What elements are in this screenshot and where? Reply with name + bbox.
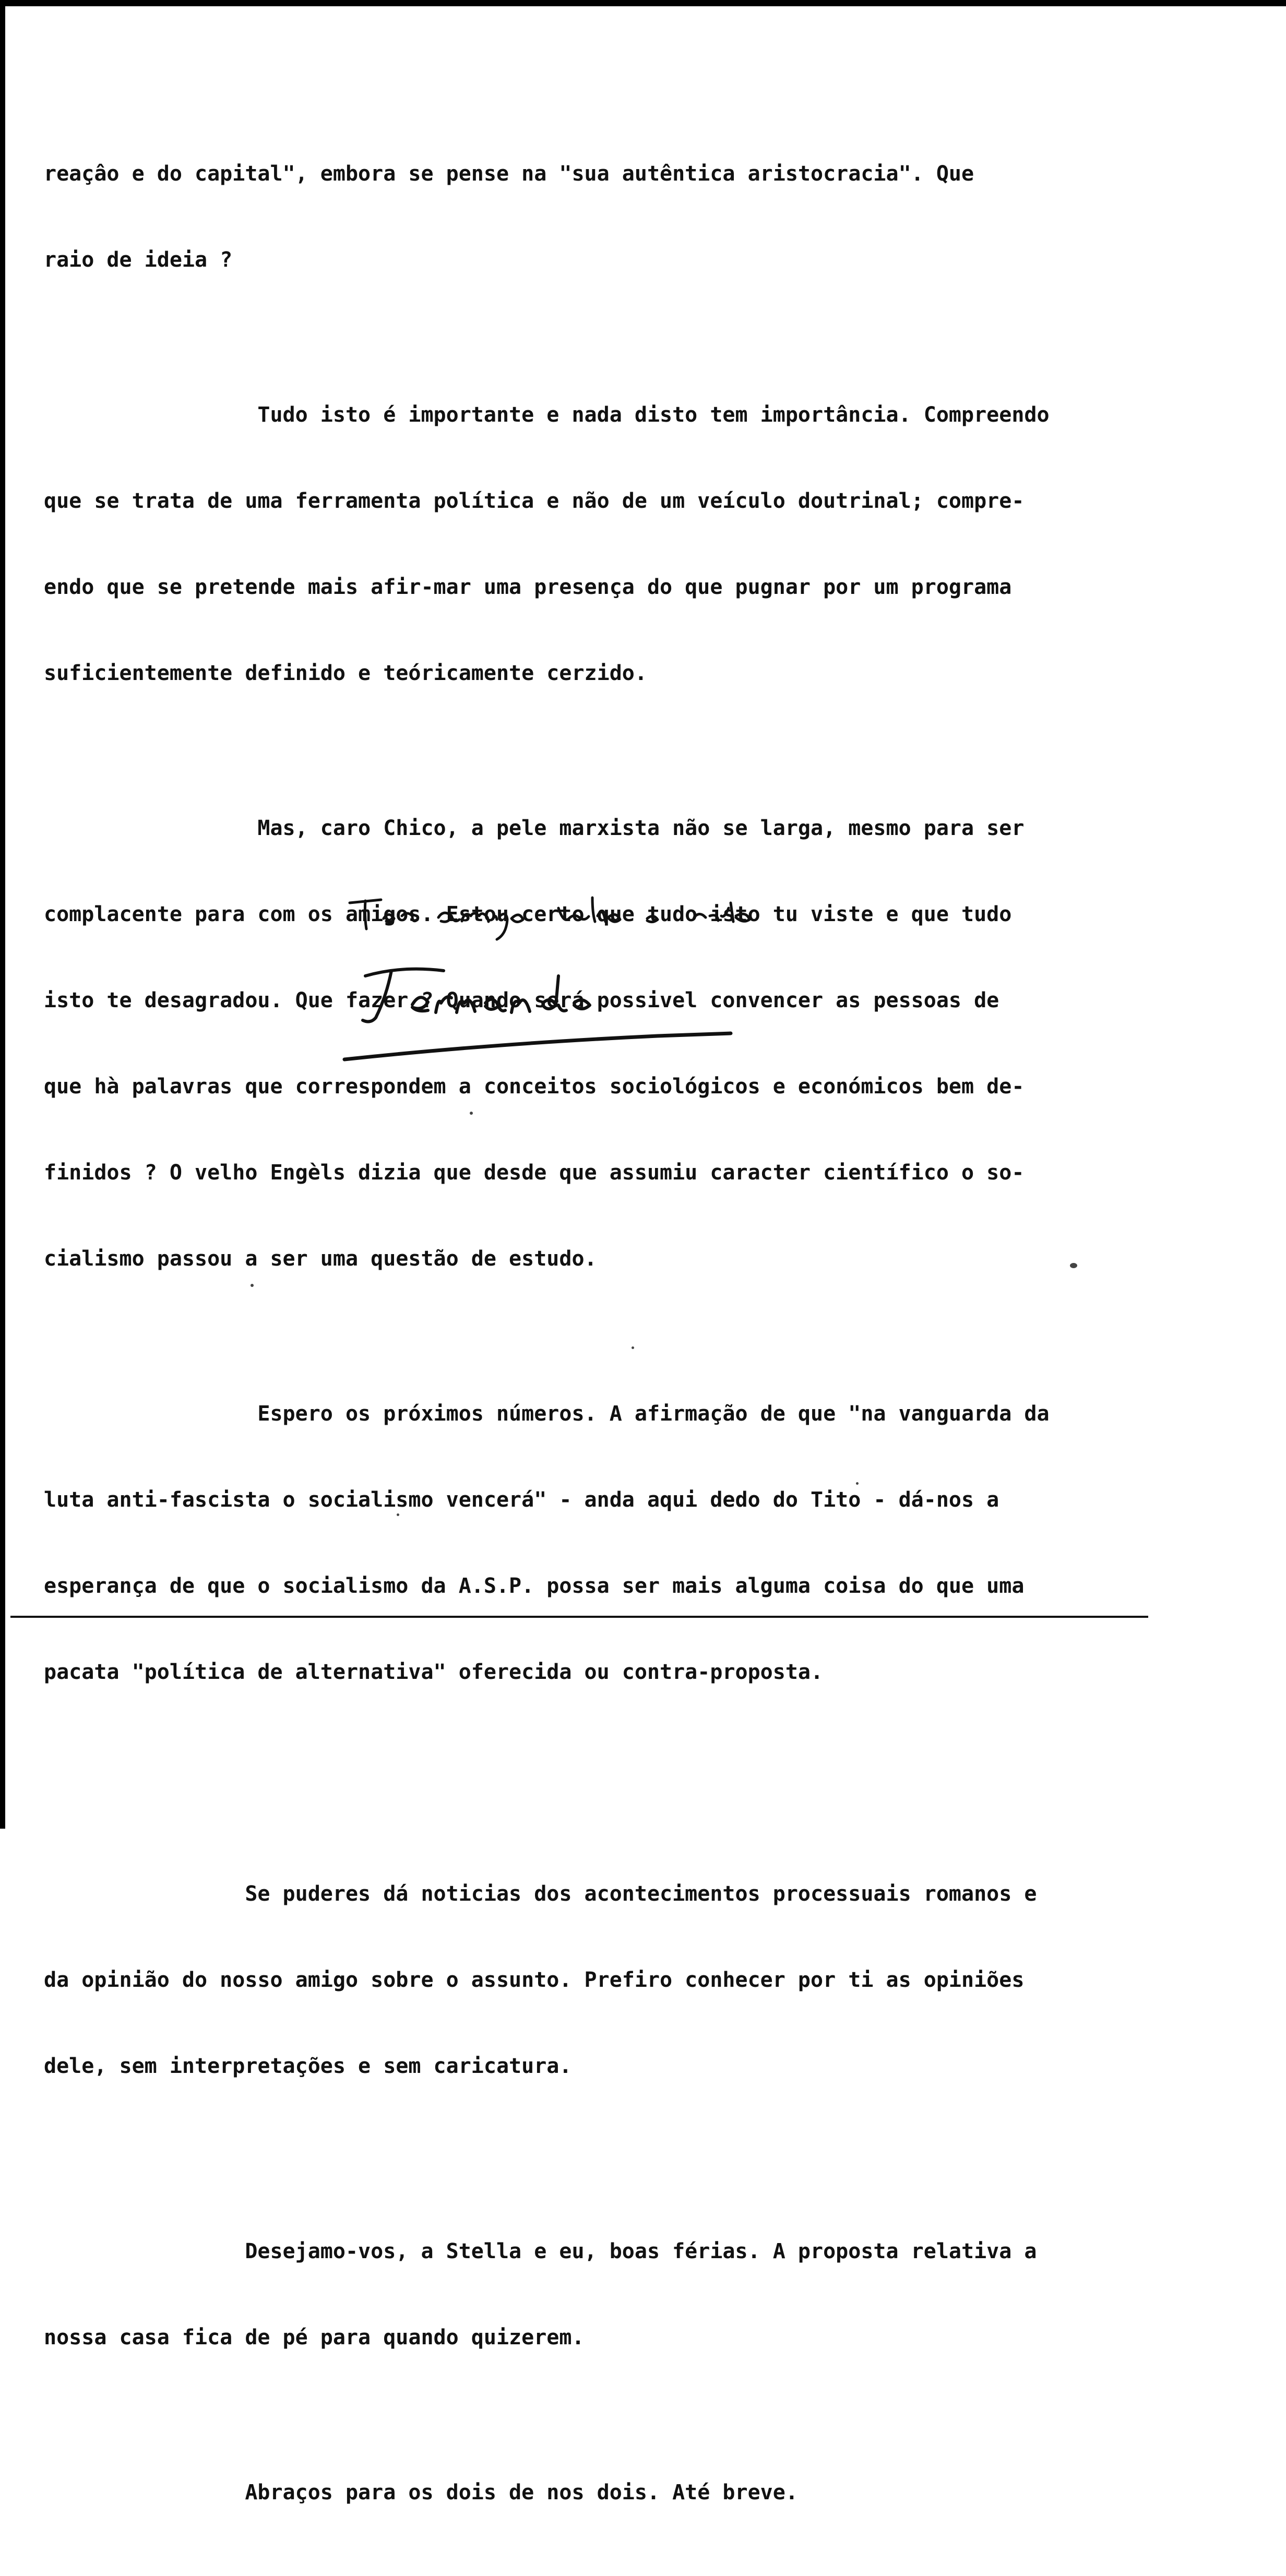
signature-closing-drawing <box>350 898 749 939</box>
text-line: Se puderes dá noticias dos acontecimentos processuais romanos e <box>44 1882 1037 1906</box>
page-left-border <box>0 0 5 1829</box>
text-line: Abraços para os dois de nos dois. Até breve. <box>44 2480 798 2505</box>
signature-underline <box>344 1033 731 1059</box>
text-line: luta anti-fascista o socialismo vencerá" - anda aqui dedo do Tito - dá-nos a <box>44 1488 999 1512</box>
paragraph-6 <box>44 2180 1129 2410</box>
text-line: pacata "política de alternativa" oferecida ou contra-proposta. <box>44 1660 824 1684</box>
paragraph-2 <box>44 343 1129 745</box>
print-speck <box>397 1513 399 1516</box>
text-line: nossa casa fica de pé para quando quizerem. <box>44 2325 585 2350</box>
paragraph-5 <box>44 1822 1129 2138</box>
text-line: isto te desagradou. Que fazer ? Quando será possivel convencer as pessoas de <box>44 988 999 1012</box>
text-line: que hà palavras que correspondem a conceitos sociológicos e económicos bem de- <box>44 1075 1025 1099</box>
text-line: cialismo passou a ser uma questão de estudo. <box>44 1247 597 1271</box>
text-line: Espero os próximos números. A afirmação de que "na vanguarda da <box>44 1402 1050 1426</box>
text-line: complacente para com os amigos. Estou certo que tudo isto tu viste e que tudo <box>44 902 1012 926</box>
text-line: esperança de que o socialismo da A.S.P. possa ser mais alguma coisa do que uma <box>44 1574 1025 1598</box>
text-line: raio de ideia ? <box>44 248 233 272</box>
paragraph-1 <box>44 102 1129 332</box>
bottom-rule <box>10 1616 1148 1618</box>
print-speck <box>856 1482 859 1485</box>
letter-body <box>44 102 1129 2576</box>
print-speck <box>632 1346 634 1349</box>
text-line: endo que se pretende mais afir-mar uma presença do que pugnar por um programa <box>44 575 1012 599</box>
page-top-border <box>0 0 1286 6</box>
paragraph-7 <box>44 2421 1129 2565</box>
text-line: Desejamo-vos, a Stella e eu, boas férias. A proposta relativa a <box>44 2239 1037 2263</box>
print-speck <box>251 1284 254 1287</box>
handwritten-signature <box>334 887 908 1075</box>
text-line: suficientemente definido e teóricamente cerzido. <box>44 661 647 685</box>
text-line: finidos ? O velho Engèls dizia que desde que assumiu caracter científico o so- <box>44 1161 1025 1185</box>
text-line: dele, sem interpretações e sem caricatura. <box>44 2054 572 2078</box>
text-line: Tudo isto é importante e nada disto tem importância. Compreendo <box>44 403 1050 427</box>
print-speck <box>1070 1263 1077 1268</box>
text-line: que se trata de uma ferramenta política e não de um veículo doutrinal; compre- <box>44 489 1025 513</box>
text-line: reaçâo e do capital", embora se pense na "sua autêntica aristocracia". Que <box>44 162 974 186</box>
print-speck <box>470 1112 473 1115</box>
text-line: da opinião do nosso amigo sobre o assunto. Prefiro conhecer por ti as opiniões <box>44 1968 1025 1992</box>
paragraph-4 <box>44 1342 1129 1744</box>
text-line: Mas, caro Chico, a pele marxista não se larga, mesmo para ser <box>44 816 1025 840</box>
signature-name-drawing <box>363 969 590 1022</box>
